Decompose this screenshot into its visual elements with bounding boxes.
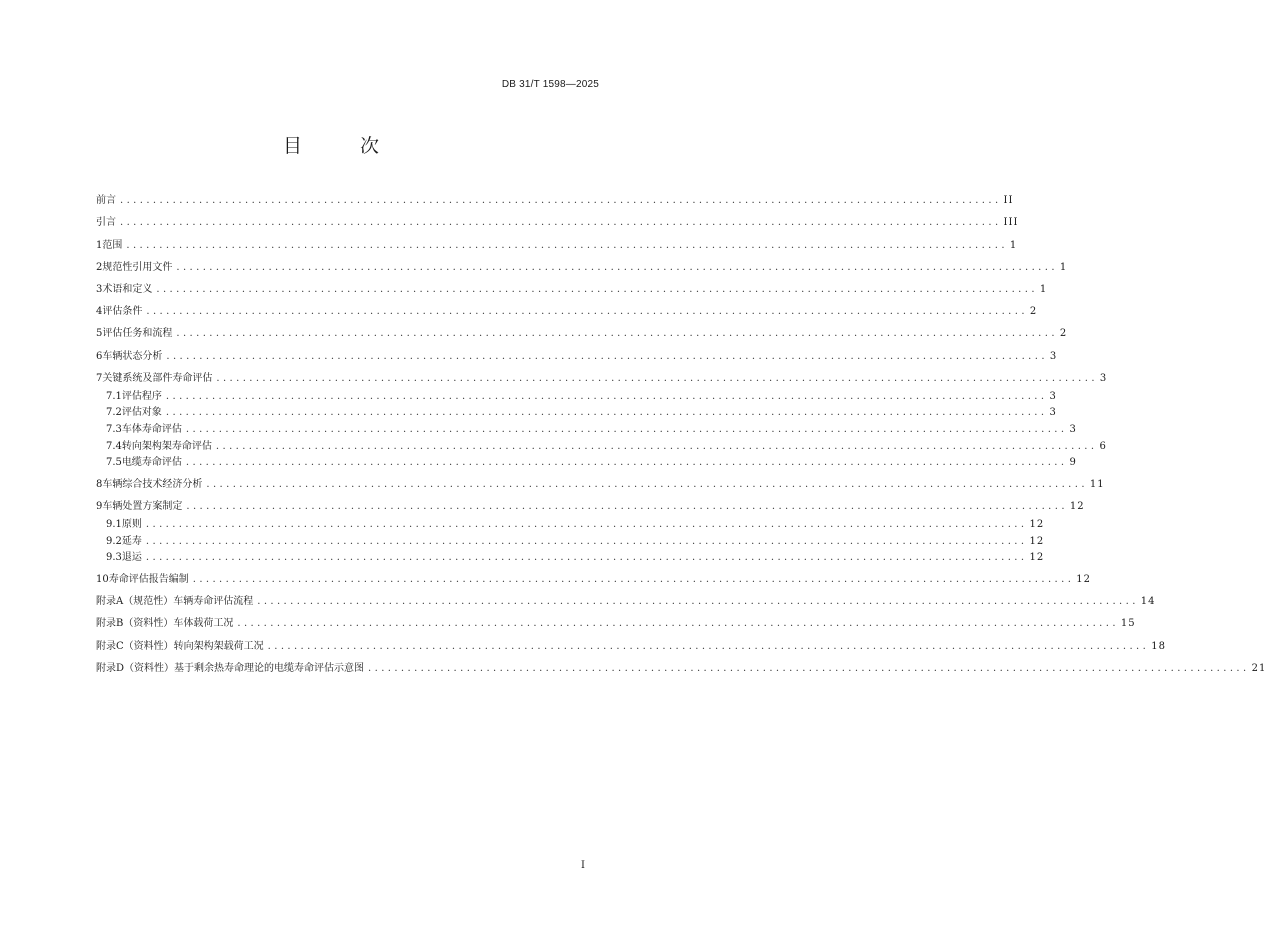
leader-dots: ...................................................................................................................................... xyxy=(267,641,1150,652)
toc-entry-number: 9.2 xyxy=(106,536,122,547)
toc-entry-number: 附录C（资料性） xyxy=(96,641,174,652)
leader-dots: ...................................................................................................................................... xyxy=(206,479,1088,490)
toc-entry-label: 范围 xyxy=(102,240,123,251)
toc-entry-appendix-a[interactable] xyxy=(96,595,1156,609)
toc-entry-page: 11 xyxy=(1089,479,1105,490)
toc-entry-label: 车辆综合技术经济分析 xyxy=(102,479,203,490)
leader-dots: ...................................................................................................................................... xyxy=(176,328,1058,339)
toc-entry-page: 1 xyxy=(1059,262,1068,273)
toc-entry-9-1[interactable] xyxy=(106,518,1045,532)
toc-entry-page: 2 xyxy=(1029,306,1038,317)
toc-entry-page: 12 xyxy=(1029,519,1045,530)
toc-entry-number: 附录A（规范性） xyxy=(96,596,174,607)
leader-dots: ...................................................................................................................................... xyxy=(237,618,1119,629)
toc-entry-label: 术语和定义 xyxy=(102,284,153,295)
leader-dots: ...................................................................................................................................... xyxy=(166,351,1048,362)
leader-dots: ...................................................................................................................................... xyxy=(257,596,1139,607)
toc-entry-label: 引言 xyxy=(96,217,116,228)
toc-entry-label: 评估程序 xyxy=(121,391,162,402)
toc-entry-4[interactable] xyxy=(96,305,1038,319)
leader-dots: ...................................................................................................................................... xyxy=(165,407,1048,418)
toc-entry-9-2[interactable] xyxy=(106,535,1045,549)
toc-entry-page: 12 xyxy=(1029,536,1045,547)
toc-entry-number: 4 xyxy=(96,306,103,317)
toc-entry-number: 7 xyxy=(96,373,103,384)
leader-dots: ...................................................................................................................................... xyxy=(145,519,1028,530)
toc-entry-label: 基于剩余热寿命理论的电缆寿命评估示意图 xyxy=(174,663,365,674)
toc-entry-7-4[interactable] xyxy=(106,440,1107,454)
toc-entry-page: 12 xyxy=(1029,552,1045,563)
toc-entry-1[interactable] xyxy=(96,239,1018,253)
toc-entry-number: 3 xyxy=(96,284,103,295)
toc-entry-appendix-b[interactable] xyxy=(96,617,1136,631)
toc-entry-foreword[interactable] xyxy=(96,194,1014,208)
toc-entry-number: 9 xyxy=(96,501,103,512)
leader-dots: ...................................................................................................................................... xyxy=(146,306,1028,317)
toc-entry-8[interactable] xyxy=(96,478,1105,492)
toc-entry-page: 14 xyxy=(1140,596,1156,607)
toc-entry-9-3[interactable] xyxy=(106,551,1045,565)
toc-entry-label: 转向架构架寿命评估 xyxy=(121,441,212,452)
toc-entry-label: 关键系统及部件寿命评估 xyxy=(102,373,213,384)
toc-entry-page: 3 xyxy=(1049,391,1057,402)
leader-dots: ...................................................................................................................................... xyxy=(192,574,1075,585)
toc-entry-page: 3 xyxy=(1099,373,1108,384)
toc-entry-number: 7.3 xyxy=(106,424,122,435)
document-id: DB 31/T 1598—2025 xyxy=(501,79,599,90)
toc-entry-page: 3 xyxy=(1049,351,1058,362)
toc-entry-label: 原则 xyxy=(121,519,142,530)
toc-entry-label: 前言 xyxy=(96,195,116,206)
toc-entry-label: 车体载荷工况 xyxy=(173,618,234,629)
toc-entry-9[interactable] xyxy=(96,500,1085,514)
toc-entry-introduction[interactable] xyxy=(96,216,1019,230)
toc-entry-number: 6 xyxy=(96,351,103,362)
toc-entry-7-5[interactable] xyxy=(106,456,1077,470)
leader-dots: ...................................................................................................................................... xyxy=(120,195,1002,206)
leader-dots: ...................................................................................................................................... xyxy=(145,536,1028,547)
toc-entry-label: 评估条件 xyxy=(102,306,143,317)
toc-entry-number: 7.2 xyxy=(106,407,122,418)
toc-entry-label: 评估对象 xyxy=(121,407,162,418)
toc-entry-page: 12 xyxy=(1076,574,1092,585)
toc-entry-label: 车辆处置方案制定 xyxy=(102,501,183,512)
toc-entry-page: 12 xyxy=(1069,501,1085,512)
toc-entry-number: 7.4 xyxy=(106,441,122,452)
toc-entry-page: 2 xyxy=(1059,328,1068,339)
toc-entry-7[interactable] xyxy=(96,372,1108,386)
toc-entry-page: 1 xyxy=(1009,240,1018,251)
leader-dots: ...................................................................................................................................... xyxy=(145,552,1028,563)
toc-entry-number: 7.5 xyxy=(106,457,122,468)
toc-entry-label: 车辆寿命评估流程 xyxy=(173,596,254,607)
toc-entry-3[interactable] xyxy=(96,283,1048,297)
toc-entry-number: 8 xyxy=(96,479,103,490)
leader-dots: ...................................................................................................................................... xyxy=(185,457,1068,468)
toc-entry-page: 21 xyxy=(1251,663,1266,674)
toc-entry-10[interactable] xyxy=(96,573,1092,587)
page-number: I xyxy=(581,860,585,871)
toc-entry-page: II xyxy=(1003,195,1014,206)
toc-entry-number: 10 xyxy=(96,574,109,585)
toc-entry-appendix-d[interactable] xyxy=(96,662,1266,676)
toc-entry-7-2[interactable] xyxy=(106,406,1057,420)
toc-entry-label: 退运 xyxy=(121,552,142,563)
toc-entry-label: 规范性引用文件 xyxy=(102,262,173,273)
toc-entry-page: 1 xyxy=(1039,284,1048,295)
toc-entry-label: 车辆状态分析 xyxy=(102,351,163,362)
toc-entry-page: 15 xyxy=(1120,618,1136,629)
toc-entry-label: 延寿 xyxy=(121,536,142,547)
toc-entry-number: 2 xyxy=(96,262,103,273)
leader-dots: ...................................................................................................................................... xyxy=(120,217,1002,228)
toc-entry-label: 评估任务和流程 xyxy=(102,328,173,339)
toc-entry-page: 3 xyxy=(1049,407,1057,418)
leader-dots: ...................................................................................................................................... xyxy=(176,262,1058,273)
toc-entry-page: 6 xyxy=(1099,441,1107,452)
toc-entry-number: 附录B（资料性） xyxy=(96,618,174,629)
toc-entry-number: 1 xyxy=(96,240,103,251)
toc-entry-number: 7.1 xyxy=(106,391,122,402)
toc-entry-label: 车体寿命评估 xyxy=(121,424,182,435)
leader-dots: ...................................................................................................................................... xyxy=(215,441,1098,452)
toc-entry-2[interactable] xyxy=(96,261,1068,275)
leader-dots: ...................................................................................................................................... xyxy=(186,501,1068,512)
toc-entry-page: III xyxy=(1003,217,1019,228)
toc-entry-5[interactable] xyxy=(96,327,1068,341)
page-title: 目 次 xyxy=(282,135,406,157)
toc-entry-6[interactable] xyxy=(96,350,1058,364)
toc-entry-page: 9 xyxy=(1069,457,1077,468)
toc-entry-page: 3 xyxy=(1069,424,1077,435)
toc-entry-7-1[interactable] xyxy=(106,390,1057,404)
toc-entry-appendix-c[interactable] xyxy=(96,640,1166,654)
toc-entry-label: 寿命评估报告编制 xyxy=(108,574,189,585)
toc-entry-number: 附录D（资料性） xyxy=(96,663,175,674)
toc-entry-number: 9.3 xyxy=(106,552,122,563)
leader-dots: ...................................................................................................................................... xyxy=(368,663,1250,674)
toc-entry-number: 5 xyxy=(96,328,103,339)
leader-dots: ...................................................................................................................................... xyxy=(156,284,1038,295)
toc-entry-number: 9.1 xyxy=(106,519,122,530)
toc-entry-page: 18 xyxy=(1151,641,1166,652)
toc-entry-label: 转向架构架载荷工况 xyxy=(173,641,264,652)
toc-entry-label: 电缆寿命评估 xyxy=(121,457,182,468)
leader-dots: ...................................................................................................................................... xyxy=(165,391,1048,402)
leader-dots: ...................................................................................................................................... xyxy=(216,373,1098,384)
leader-dots: ...................................................................................................................................... xyxy=(126,240,1008,251)
toc-entry-7-3[interactable] xyxy=(106,423,1077,437)
leader-dots: ...................................................................................................................................... xyxy=(185,424,1068,435)
